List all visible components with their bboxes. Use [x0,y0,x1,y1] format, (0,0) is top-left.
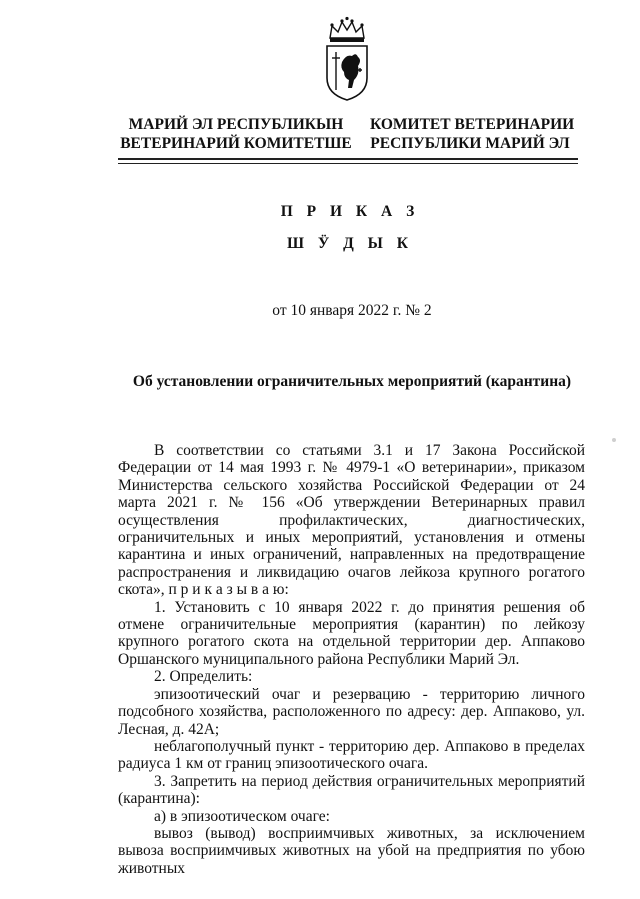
header-rule-thin [118,163,578,164]
scan-speck [612,438,616,442]
body-paragraph: а) в эпизоотическом очаге: [154,807,330,825]
body-paragraph: 2. Определить: [154,668,253,686]
doc-title-mari: Ш Ӱ Д Ы К [286,235,414,252]
header-right-line1: КОМИТЕТ ВЕТЕРИНАРИИ [370,116,575,133]
body-paragraph: вывоз (вывод) восприимчивых животных, за исключением вывоза восприимчивых животных на убой на предприятия по убою животных [118,824,585,877]
body-paragraph: В соответствии со статьями 3.1 и 17 Закона Российской Федерации от 14 мая 1993 г. № 4979-1 «О ветеринарии», приказом Министерства сельского хозяйства Российской Федерации от 24 марта 2021 г. № 156 «Об утверждении Ветеринарных правил осуществления профилактических, диагностических, ограничительных и иных мероприятий, установления и отмены карантина и иных ограничений, направленных на предотвращение распространения и ликвидацию очагов лейкоза крупного рогатого скота», п р и к а з ы в а ю: [118,442,585,599]
header-right-line2: РЕСПУБЛИКИ МАРИЙ ЭЛ [370,135,570,152]
body-paragraph: эпизоотический очаг и резервацию - территорию личного подсобного хозяйства, расположенного по адресу: дер. Аппаково, ул. Лесная, д. 42А; [118,685,585,738]
doc-title-ru: П Р И К А З [280,203,420,220]
header-left-line1: МАРИЙ ЭЛ РЕСПУБЛИКЫН [128,116,344,133]
header-right [370,115,575,153]
header-rule-thick [118,158,578,160]
header-left [118,115,354,153]
doc-subject: Об установлении ограничительных мероприятий (карантина) [132,373,572,390]
body-paragraph: 1. Установить с 10 января 2022 г. до принятия решения об отмене ограничительные мероприятия (карантин) по лейкозу крупного рогатого скота на отдельной территории дер. Аппаково Оршанского муниципального района Республики Марий Эл. [118,598,585,668]
doc-date: от 10 января 2022 г. № 2 [272,302,432,319]
header-left-line2: ВЕТЕРИНАРИЙ КОМИТЕТШЕ [120,135,352,152]
body-paragraph: неблагополучный пункт - территорию дер. Аппаково в пределах радиуса 1 км от границ эпизоотического очага. [118,737,585,773]
doc-body [118,442,585,877]
body-paragraph: 3. Запретить на период действия ограничительных мероприятий (карантина): [118,772,585,808]
coat-of-arms-emblem [322,16,372,102]
